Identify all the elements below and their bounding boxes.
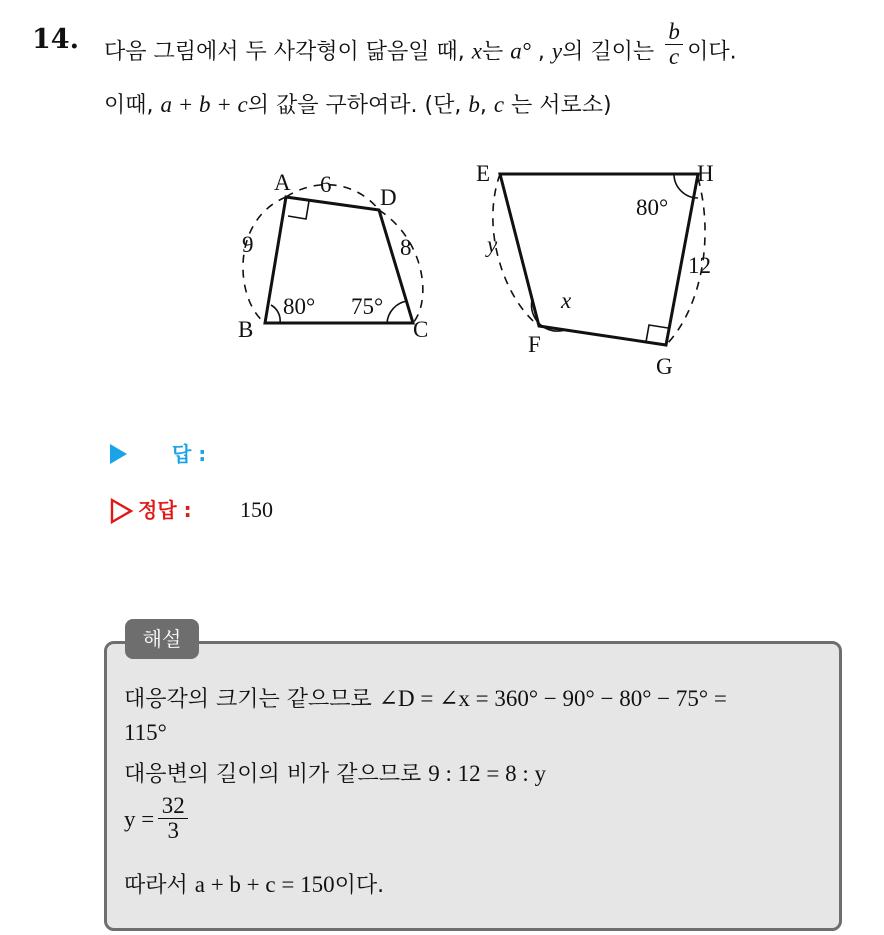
q2-expr: a + b + c [160, 92, 248, 117]
q1-frac-den: c [669, 44, 680, 69]
e4-frac-num: 32 [161, 793, 185, 818]
angle-mark-b [271, 305, 280, 323]
measure-ab: 9 [242, 232, 254, 257]
e4-fraction [158, 794, 188, 843]
e4-frac-den: 3 [167, 818, 179, 843]
label-H: H [697, 161, 714, 186]
q1-text-5: 이다. [687, 39, 737, 65]
measure-angle-c: 75° [351, 294, 384, 319]
correct-answer-value: 150 [240, 497, 273, 522]
measure-dc: 8 [400, 235, 412, 260]
label-C: C [413, 317, 429, 342]
q1-text-4: 의 길이는 [562, 39, 662, 65]
explanation-tag: 해설 [125, 619, 199, 659]
explanation-line-3 [124, 757, 546, 788]
e5-text-1: 따라서 [124, 873, 195, 898]
measure-angle-h: 80° [636, 195, 669, 220]
q1-var-y: y [551, 38, 563, 64]
q2-text-3: , [479, 93, 494, 118]
measure-angle-b: 80° [283, 294, 316, 319]
right-angle-a [288, 201, 309, 219]
e3-text: 대응변의 길이의 비가 같으므로 [124, 762, 429, 787]
label-E: E [476, 161, 491, 186]
measure-hg: 12 [688, 253, 711, 278]
q1-fraction [665, 20, 683, 69]
explanation-line-5 [124, 868, 384, 899]
q1-text-2: 는 [481, 39, 511, 65]
explanation-line-2 [124, 720, 167, 746]
measure-ef: y [487, 232, 498, 257]
q1-frac-num: b [668, 19, 680, 44]
label-G: G [656, 354, 673, 379]
q2-text-4: 는 서로소) [504, 93, 612, 118]
label-F: F [528, 332, 541, 357]
right-angle-g [646, 325, 668, 342]
question-line-2 [104, 88, 612, 119]
q2-var-c: c [493, 92, 505, 117]
e2-math: 115° [124, 720, 167, 745]
explanation-line-1 [124, 682, 727, 713]
arc-ad [286, 185, 379, 210]
e1-math: ∠D = ∠x = 360° − 90° − 80° − 75° = [378, 686, 727, 711]
label-B: B [238, 317, 254, 342]
q1-text-1: 다음 그림에서 두 사각형이 닮음일 때, [104, 39, 472, 65]
measure-ad: 6 [320, 172, 332, 197]
q1-text-3: , [530, 39, 552, 65]
q2-var-b: b [468, 92, 480, 117]
q1-var-a-text: a° [510, 38, 531, 64]
label-A: A [274, 170, 291, 195]
e4-lhs: y = [124, 806, 155, 832]
e3-math: 9 : 12 = 8 : y [428, 761, 547, 786]
quad-efgh [500, 174, 698, 345]
e5-text-2: 이다. [334, 873, 385, 898]
answer-label: 답 : [172, 442, 207, 466]
answer-arrow-icon [110, 444, 127, 464]
correct-answer-label: 정답 : [138, 498, 192, 522]
question-line-1 [104, 19, 737, 77]
measure-angle-f: x [561, 288, 572, 313]
explanation-line-4 [124, 793, 192, 845]
q2-text-1: 이때, [104, 93, 161, 118]
quadrilaterals-figure [220, 160, 720, 385]
q1-var-a [510, 39, 531, 64]
label-D: D [380, 185, 397, 210]
e1-text: 대응각의 크기는 같으므로 [124, 687, 379, 712]
q2-text-2: 의 값을 구하여라. (단, [247, 93, 469, 118]
e5-math: a + b + c = 150 [194, 872, 335, 897]
angle-mark-c [387, 301, 407, 323]
q1-var-x: x [471, 38, 482, 64]
question-number: 14. [32, 24, 79, 55]
correct-arrow-icon [110, 498, 134, 524]
arc-ab [243, 197, 286, 323]
